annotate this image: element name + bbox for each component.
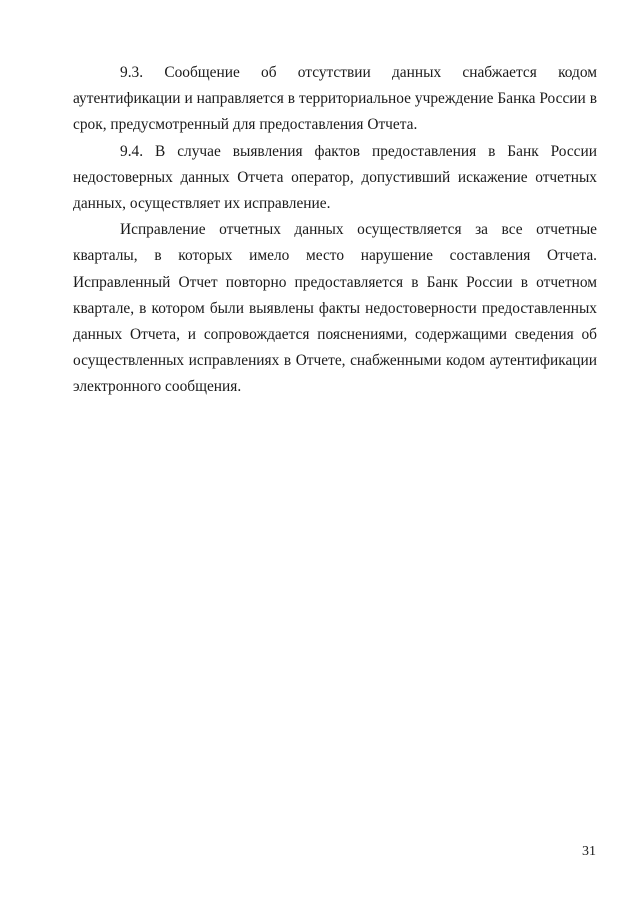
document-body bbox=[73, 60, 597, 401]
paragraph-9-3: 9.3. Сообщение об отсутствии данных снабжается кодом аутентификации и направляется в территориальное учреждение Банка России в срок, предусмотренный для предоставления Отчета. bbox=[73, 64, 597, 134]
page-number: 31 bbox=[582, 844, 596, 859]
paragraph-9-4: 9.4. В случае выявления фактов предоставления в Банк России недостоверных данных Отчета оператор, допустивший искажение отчетных данных, осуществляет их исправление. bbox=[73, 142, 597, 213]
paragraph-correction: Исправление отчетных данных осуществляется за все отчетные кварталы, в которых имело место нарушение составления Отчета. Исправленный Отчет повторно предоставляется в Банк России в отчетном квартале, в котором были выявлены факты недостоверности предоставленных данных Отчета, и сопровождается пояснениями, содержащими сведения об осуществленных исправлениях в Отчете, снабженными кодом аутентификации электронного сообщения. bbox=[73, 221, 597, 396]
